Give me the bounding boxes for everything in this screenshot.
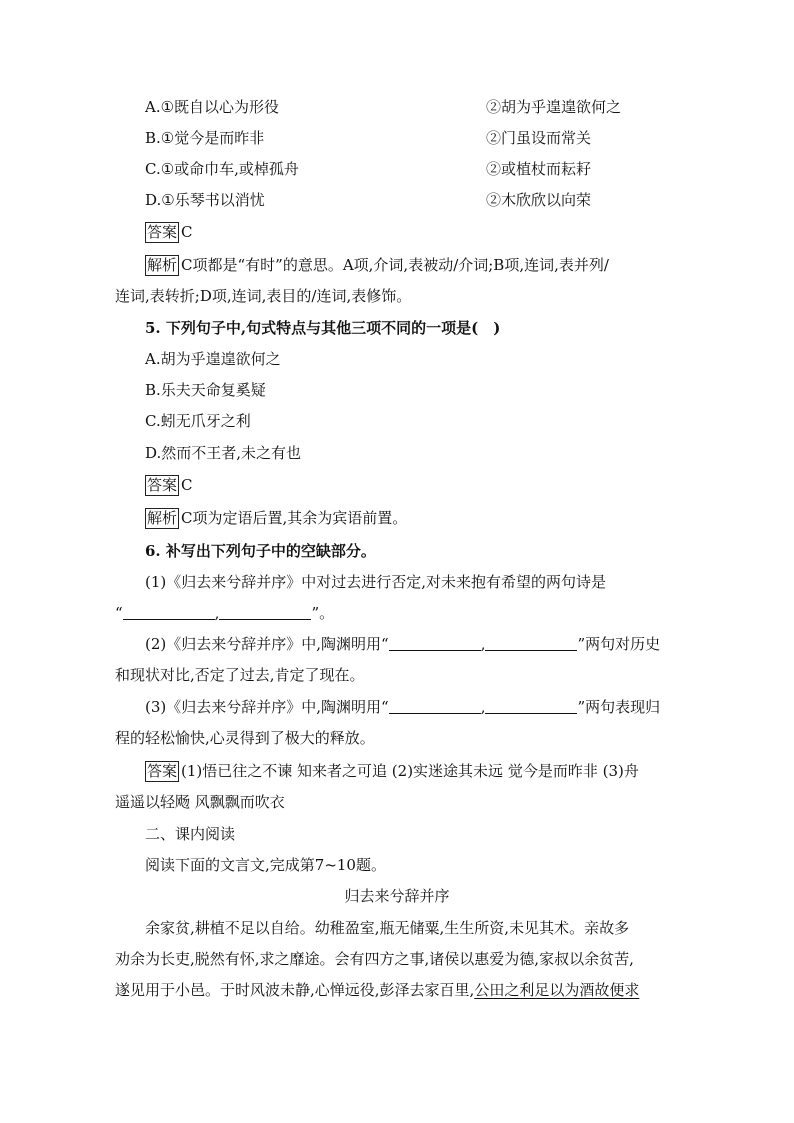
analysis-tag: 解析 (147, 256, 178, 274)
section-heading: 二、课内阅读 (145, 825, 236, 843)
q6-part2-end: ”两句对历史 (577, 635, 661, 653)
q4-option-c: C.①或命巾车,或棹孤舟 (145, 160, 299, 178)
q4-option-a2: ②胡为乎遑遑欲何之 (486, 98, 622, 116)
q4-answer (145, 221, 193, 243)
q4-option-row (145, 158, 592, 180)
open-quote: “ (115, 604, 123, 622)
comma: , (480, 635, 486, 653)
q5-answer (145, 474, 193, 496)
answer-tag: 答案 (147, 762, 178, 780)
analysis-tag: 解析 (147, 509, 178, 527)
comma: , (214, 604, 220, 622)
q6-part1-blanks (115, 602, 334, 624)
q5-option-a: A.胡为乎遑遑欲何之 (145, 350, 281, 368)
q6-part3-line2: 程的轻松愉快,心灵得到了极大的释放。 (115, 729, 375, 747)
q4-analysis (145, 254, 609, 276)
q4-analysis-text: C项都是“有时”的意思。A项,介词,表被动/介词;B项,连词,表并列/ (181, 256, 609, 274)
reading-instruction: 阅读下面的文言文,完成第7~10题。 (145, 856, 386, 874)
q6-part3-start: (3)《归去来兮辞并序》中,陶渊明用“ (145, 698, 389, 716)
q6-stem: 6. 补写出下列句子中的空缺部分。 (145, 542, 376, 560)
q5-option-c: C.蚓无爪牙之利 (145, 412, 251, 430)
passage-line (115, 979, 639, 1001)
q6-part3-line1 (145, 696, 660, 718)
q6-part3-end: ”两句表现归 (577, 698, 661, 716)
q4-option-c2: ②或植杖而耘耔 (486, 160, 592, 178)
passage-line: 余家贫,耕植不足以自给。幼稚盈室,瓶无储粟,生生所资,未见其术。亲故多 (145, 919, 630, 937)
underlined-sentence: 公田之利足以为酒故便求 (474, 981, 640, 999)
q5-analysis-text: C项为定语后置,其余为宾语前置。 (181, 509, 408, 527)
passage-title: 归去来兮辞并序 (344, 887, 450, 905)
answer-tag: 答案 (147, 476, 178, 494)
q5-option-d: D.然而不王者,未之有也 (145, 444, 302, 462)
fill-blank[interactable] (485, 636, 577, 651)
q4-option-d: D.①乐琴书以消忧 (145, 191, 265, 209)
passage-line: 劝余为长吏,脱然有怀,求之靡途。会有四方之事,诸侯以惠爱为德,家叔以余贫苦, (115, 950, 634, 968)
q4-analysis-cont: 连词,表转折;D项,连词,表目的/连词,表修饰。 (115, 287, 412, 305)
q5-analysis (145, 507, 407, 529)
q4-option-row (145, 96, 622, 118)
close-quote: ”。 (311, 604, 335, 622)
q5-option-b: B.乐夫天命复奚疑 (145, 381, 266, 399)
q6-part2-line2: 和现状对比,否定了过去,肯定了现在。 (115, 666, 365, 684)
q4-option-b: B.①觉今是而昨非 (145, 129, 265, 147)
fill-blank[interactable] (389, 636, 481, 651)
q6-part1-line1: (1)《归去来兮辞并序》中对过去进行否定,对未来抱有希望的两句诗是 (145, 573, 607, 591)
fill-blank[interactable] (123, 605, 215, 620)
answer-tag: 答案 (147, 223, 178, 241)
q6-part2-start: (2)《归去来兮辞并序》中,陶渊明用“ (145, 635, 389, 653)
q5-stem: 5. 下列句子中,句式特点与其他三项不同的一项是( ) (145, 319, 501, 337)
q4-option-b2: ②门虽设而常关 (486, 129, 592, 147)
q6-answer-cont: 遥遥以轻飏 风飘飘而吹衣 (115, 793, 285, 811)
q6-answer-text: (1)悟已往之不谏 知来者之可追 (2)实迷途其未远 觉今是而昨非 (3)舟 (181, 762, 639, 780)
q4-option-row (145, 189, 592, 211)
q4-option-row (145, 127, 592, 149)
q6-answer (145, 760, 639, 782)
comma: , (480, 698, 486, 716)
q4-answer-value: C (181, 223, 193, 241)
fill-blank[interactable] (485, 699, 577, 714)
q5-answer-value: C (181, 476, 193, 494)
q4-option-a: A.①既自以心为形役 (145, 98, 280, 116)
passage-text: 遂见用于小邑。于时风波未静,心惮远役,彭泽去家百里, (115, 981, 475, 999)
fill-blank[interactable] (389, 699, 481, 714)
q4-option-d2: ②木欣欣以向荣 (486, 191, 592, 209)
fill-blank[interactable] (219, 605, 311, 620)
q6-part2-line1 (145, 633, 660, 655)
